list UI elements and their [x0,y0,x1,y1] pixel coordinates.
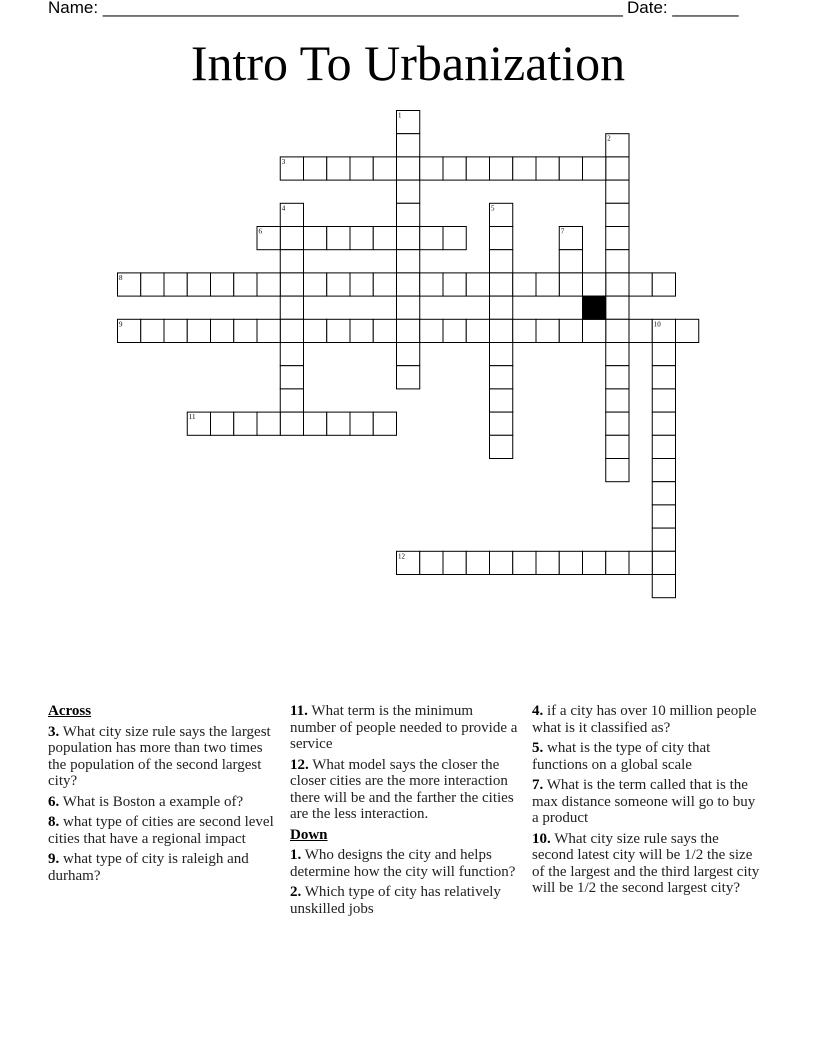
clue-across-8 [48,814,280,847]
grid-cell[interactable] [327,412,350,435]
grid-cell[interactable] [583,157,606,180]
grid-cell[interactable] [490,551,513,574]
clue-number-label: 10 [653,320,661,329]
grid-cell[interactable] [606,459,629,482]
grid-cell[interactable] [211,273,234,296]
grid-cell[interactable] [280,250,303,273]
grid-cell[interactable] [536,157,559,180]
clue-number-label: 4 [281,204,286,213]
clue-number-label: 5 [491,204,495,213]
grid-cell[interactable] [629,273,652,296]
grid-cell[interactable] [350,319,373,342]
grid-cell[interactable] [583,551,606,574]
grid-cell[interactable] [443,319,466,342]
grid-cell[interactable] [397,203,420,226]
clue-text: What term is the minimum number of people needed to provide a service [290,703,518,752]
grid-cell[interactable] [257,412,280,435]
grid-cell[interactable] [304,157,327,180]
grid-cell[interactable] [280,412,303,435]
clue-number: 5. [532,740,544,756]
grid-cell[interactable] [397,157,420,180]
clue-number-label: 6 [258,227,262,236]
grid-cell[interactable] [327,227,350,250]
grid-cell[interactable] [606,343,629,366]
clue-number: 7. [532,777,544,793]
clue-across-3 [48,724,280,790]
clue-number-label: 9 [119,320,123,329]
name-line[interactable]: _______________________________________________________ [102,0,623,17]
grid-cell[interactable] [629,319,652,342]
grid-cell[interactable] [606,319,629,342]
grid-cell[interactable] [373,319,396,342]
grid-cell[interactable] [513,319,536,342]
grid-cell[interactable] [652,389,675,412]
clue-number: 8. [48,814,60,830]
grid-cell[interactable] [606,227,629,250]
grid-cell[interactable] [606,157,629,180]
grid-cell[interactable] [280,343,303,366]
clue-across-6 [48,794,280,811]
clue-column-2 [290,703,522,921]
black-cell [583,296,606,319]
grid-cell[interactable] [536,319,559,342]
grid-cell[interactable] [397,273,420,296]
date-line[interactable]: _______ [672,0,739,17]
grid-cell[interactable] [513,551,536,574]
grid-cell[interactable] [280,319,303,342]
clue-number: 4. [532,703,544,719]
clue-column-3 [532,703,764,901]
grid-cell[interactable] [327,157,350,180]
grid-cell[interactable] [280,273,303,296]
clue-text: if a city has over 10 million people what is it classified as? [532,703,757,736]
grid-cell[interactable] [490,296,513,319]
grid-cell[interactable] [606,273,629,296]
grid-cell[interactable] [490,273,513,296]
clue-number-label: 11 [188,413,196,422]
grid-cell[interactable] [606,203,629,226]
clue-number: 11. [290,703,308,719]
grid-cell[interactable] [373,157,396,180]
grid-cell[interactable] [397,296,420,319]
grid-cell[interactable] [513,157,536,180]
grid-cell[interactable] [559,250,582,273]
clue-text: what is the type of city that functions on a global scale [532,740,711,773]
clue-number-label: 12 [398,552,405,561]
grid-cell[interactable] [211,412,234,435]
grid-cell[interactable] [583,319,606,342]
grid-cell[interactable] [304,319,327,342]
clue-number-label: 2 [607,134,611,143]
grid-cell[interactable] [606,435,629,458]
grid-cell[interactable] [350,157,373,180]
clue-number-label: 7 [560,227,565,236]
clue-across-12 [290,757,522,823]
grid-cell[interactable] [304,273,327,296]
clue-number: 9. [48,851,60,867]
grid-cell[interactable] [466,157,489,180]
grid-cell[interactable] [652,435,675,458]
down-heading: Down [290,826,328,843]
grid-cell[interactable] [652,412,675,435]
clue-text: what type of city is raleigh and durham? [48,851,249,884]
grid-cell[interactable] [280,296,303,319]
across-heading: Across [48,703,92,719]
grid-cell[interactable] [397,319,420,342]
grid-cell[interactable] [397,180,420,203]
grid-cell[interactable] [164,319,187,342]
clue-number: 1. [290,847,302,863]
grid-cell[interactable] [559,273,582,296]
clue-across-11 [290,703,522,753]
grid-cell[interactable] [466,273,489,296]
grid-cell[interactable] [234,412,257,435]
grid-cell[interactable] [606,366,629,389]
clue-number: 3. [48,723,60,740]
clue-text: What model says the closer the closer cities are the more interaction there will be and the farther the cities are the less interaction. [290,756,514,822]
clue-text: What city size rule says the largest population has more than two times the population of the second largest city? [48,723,271,789]
grid-cell[interactable] [513,273,536,296]
grid-cell[interactable] [629,551,652,574]
grid-cell[interactable] [257,319,280,342]
grid-cell[interactable] [443,551,466,574]
grid-cell[interactable] [280,389,303,412]
grid-cell[interactable] [327,319,350,342]
grid-cell[interactable] [490,435,513,458]
clue-text: What is the term called that is the max distance someone will go to buy a product [532,777,756,826]
clue-text: Which type of city has relatively unskilled jobs [290,884,501,917]
grid-cell[interactable] [466,551,489,574]
clue-down-5 [532,740,764,773]
name-label: Name: [48,0,99,17]
grid-cell[interactable] [211,319,234,342]
grid-cell[interactable] [583,273,606,296]
clue-text: Who designs the city and helps determine how the city will function? [290,847,516,880]
grid-cell[interactable] [350,412,373,435]
grid-cell[interactable] [141,319,164,342]
grid-cell[interactable] [652,343,675,366]
grid-cell[interactable] [490,157,513,180]
clue-text: What city size rule says the second latest city will be 1/2 the size of the largest and the third largest city will be 1/2 the second largest city? [532,830,760,896]
grid-cell[interactable] [397,366,420,389]
grid-cell[interactable] [397,250,420,273]
grid-cell[interactable] [397,343,420,366]
grid-cell[interactable] [652,366,675,389]
grid-cell[interactable] [606,412,629,435]
grid-cell[interactable] [490,412,513,435]
grid-cell[interactable] [559,157,582,180]
grid-cell[interactable] [606,180,629,203]
grid-cell[interactable] [606,250,629,273]
clue-number: 6. [48,793,60,810]
grid-cell[interactable] [257,273,280,296]
grid-cell[interactable] [606,551,629,574]
grid-cell[interactable] [652,575,675,598]
grid-cell[interactable] [559,551,582,574]
grid-cell[interactable] [676,319,699,342]
grid-cell[interactable] [420,157,443,180]
clue-number-label: 3 [281,157,286,166]
grid-cell[interactable] [652,459,675,482]
grid-cell[interactable] [652,528,675,551]
grid-cell[interactable] [373,273,396,296]
clue-down-1 [290,847,522,880]
grid-cell[interactable] [443,227,466,250]
grid-cell[interactable] [164,273,187,296]
grid-cell[interactable] [490,319,513,342]
grid-cell[interactable] [559,319,582,342]
grid-cell[interactable] [420,319,443,342]
clue-column-1 [48,703,280,888]
grid-cell[interactable] [606,296,629,319]
clue-number: 10. [532,830,551,847]
clue-text: What is Boston a example of? [62,793,244,810]
grid-cell[interactable] [234,319,257,342]
grid-cell[interactable] [490,389,513,412]
clue-number-label: 8 [119,273,123,282]
grid-cell[interactable] [606,389,629,412]
grid-cell[interactable] [466,319,489,342]
grid-cell[interactable] [234,273,257,296]
clue-down-2 [290,884,522,917]
grid-cell[interactable] [490,366,513,389]
grid-cell[interactable] [187,273,210,296]
grid-cell[interactable] [373,227,396,250]
grid-cell[interactable] [652,482,675,505]
date-label: Date: [627,0,668,17]
clue-number: 12. [290,756,309,773]
grid-cell[interactable] [652,505,675,528]
grid-cell[interactable] [420,551,443,574]
clue-number-label: 1 [398,111,402,120]
grid-cell[interactable] [490,343,513,366]
grid-cell[interactable] [373,412,396,435]
clue-down-4 [532,703,764,736]
grid-cell[interactable] [350,273,373,296]
grid-cell[interactable] [304,227,327,250]
clue-down-10 [532,831,764,897]
grid-cell[interactable] [490,250,513,273]
grid-cell[interactable] [536,551,559,574]
grid-cell[interactable] [280,227,303,250]
page-title: Intro To Urbanization [190,35,626,91]
grid-cell[interactable] [141,273,164,296]
clue-across-9 [48,851,280,884]
grid-cell[interactable] [652,273,675,296]
grid-cell[interactable] [327,273,350,296]
grid-cell[interactable] [420,273,443,296]
clue-number: 2. [290,884,302,900]
grid-cell[interactable] [652,551,675,574]
grid-cell[interactable] [443,157,466,180]
grid-cell[interactable] [420,227,443,250]
grid-cell[interactable] [350,227,373,250]
grid-cell[interactable] [490,227,513,250]
grid-cell[interactable] [304,412,327,435]
clue-down-7 [532,777,764,827]
clue-text: what type of cities are second level cities that have a regional impact [48,814,274,847]
grid-cell[interactable] [187,319,210,342]
grid-cell[interactable] [536,273,559,296]
grid-cell[interactable] [280,366,303,389]
grid-cell[interactable] [443,273,466,296]
grid-cell[interactable] [397,227,420,250]
grid-cell[interactable] [397,134,420,157]
